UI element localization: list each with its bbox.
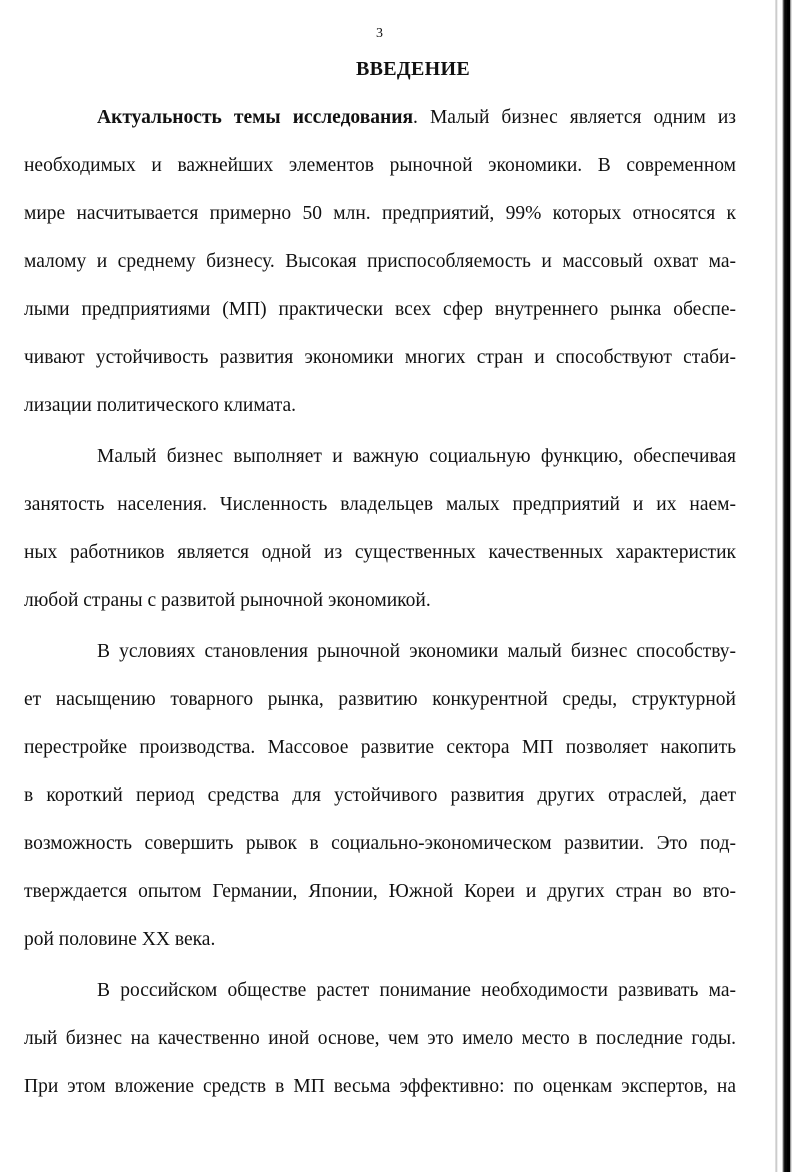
text-line: мире насчитывается примерно 50 млн. предприятий, 99% которых относятся к: [24, 203, 736, 224]
document-body: [24, 104, 736, 1124]
bold-lead: Актуальность темы исследования: [97, 107, 414, 128]
text-line: лый бизнес на качественно иной основе, чем это имело место в последние годы.: [24, 1028, 736, 1049]
text-line: любой страны с развитой рыночной экономикой.: [24, 590, 431, 611]
text-line: рой половине XX века.: [24, 929, 216, 950]
text-line: необходимых и важнейших элементов рыночной экономики. В современном: [24, 155, 736, 176]
text-line: в короткий период средства для устойчивого развития других отраслей, дает: [24, 785, 736, 806]
paragraph-relevance: [24, 104, 736, 440]
paragraph-russian-society: [24, 977, 736, 1121]
text-line: В условиях становления рыночной экономики малый бизнес способству-: [97, 641, 736, 662]
section-title: ВВЕДЕНИЕ: [356, 58, 470, 80]
text-line: ных работников является одной из существенных качественных характеристик: [24, 542, 736, 563]
paragraph-social-function: [24, 443, 736, 635]
text-line: лизации политического климата.: [24, 395, 297, 416]
text-line: возможность совершить рывок в социально-экономическом развитии. Это под-: [24, 833, 736, 854]
text-line: [24, 104, 736, 152]
text-line: чивают устойчивость развития экономики многих стран и способствуют стаби-: [24, 347, 736, 368]
text-line: занятость населения. Численность владельцев малых предприятий и их наем-: [24, 494, 736, 515]
text-line: В российском обществе растет понимание необходимости развивать ма-: [97, 980, 736, 1001]
text-line: ет насыщению товарного рынка, развитию конкурентной среды, структурной: [24, 689, 736, 710]
text-line: перестройке производства. Массовое развитие сектора МП позволяет накопить: [24, 737, 736, 758]
text-line: Малый бизнес выполняет и важную социальную функцию, обеспечивая: [97, 446, 736, 467]
page-number: 3: [376, 26, 383, 41]
text-line: При этом вложение средств в МП весьма эффективно: по оценкам экспертов, на: [24, 1076, 736, 1097]
paragraph-market-economy: [24, 638, 736, 974]
text-line: малому и среднему бизнесу. Высокая приспособляемость и массовый охват ма-: [24, 251, 736, 272]
scan-edge-line: [787, 0, 790, 1172]
text-line: лыми предприятиями (МП) практически всех сфер внутреннего рынка обеспе-: [24, 299, 736, 320]
text-line: тверждается опытом Германии, Японии, Южной Кореи и других стран во вто-: [24, 881, 736, 902]
text-span: . Малый бизнес является одним из: [413, 107, 737, 128]
